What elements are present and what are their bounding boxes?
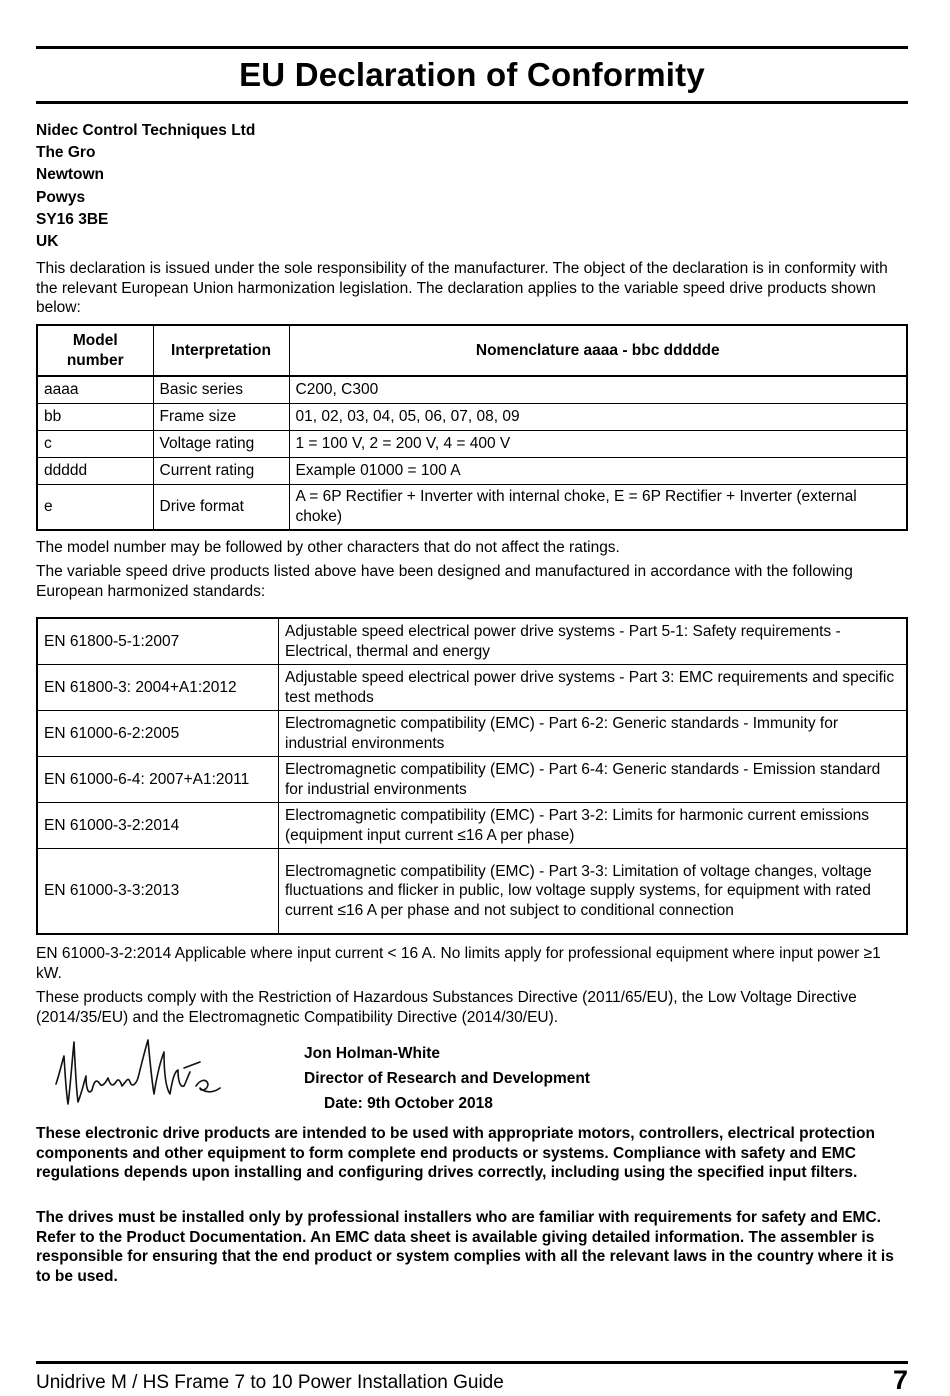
address-line: The Gro — [36, 144, 96, 162]
footer-title: Unidrive M / HS Frame 7 to 10 Power Installation Guide — [36, 1372, 504, 1393]
table-row — [37, 803, 907, 849]
standard-code: EN 61000-6-2:2005 — [37, 711, 279, 757]
harmonic-note: EN 61000-3-2:2014 Applicable where input current < 16 A. No limits apply for professional equipment where input power ≥1 kW. — [36, 945, 881, 982]
signature-image — [50, 1032, 230, 1112]
page-number: 7 — [892, 1365, 908, 1395]
signature-date: Date: 9th October 2018 — [324, 1095, 493, 1112]
table-row — [37, 458, 907, 485]
table-header-row — [37, 325, 907, 376]
column-header: Nomenclature aaaa - bbc ddddde — [289, 325, 907, 376]
signatory-name: Jon Holman-White — [304, 1045, 441, 1062]
table-cell: A = 6P Rectifier + Inverter with internal choke, E = 6P Rectifier + Inverter (external choke) — [289, 485, 907, 531]
address-line: Nidec Control Techniques Ltd — [36, 122, 256, 139]
standard-title: Electromagnetic compatibility (EMC) - Part 3-2: Limits for harmonic current emissions (equipment input current ≤16 A per phase) — [279, 803, 908, 849]
table-cell: e — [37, 485, 153, 531]
page-title: EU Declaration of Conformity — [239, 56, 705, 93]
signatory-role: Director of Research and Development — [304, 1070, 590, 1087]
table-row — [37, 757, 907, 803]
model-number-table — [36, 324, 908, 531]
table-cell: Drive format — [153, 485, 289, 531]
footer-divider — [36, 1361, 908, 1364]
standard-title: Adjustable speed electrical power drive systems - Part 5-1: Safety requirements - Electrical, thermal and energy — [279, 618, 908, 665]
signatory-block — [304, 1041, 590, 1116]
standard-title: Adjustable speed electrical power drive systems - Part 3: EMC requirements and specific test methods — [279, 665, 908, 711]
table-cell: Basic series — [153, 376, 289, 404]
address-line: UK — [36, 233, 59, 251]
table-row — [37, 485, 907, 531]
table-row — [37, 431, 907, 458]
table-cell: Current rating — [153, 458, 289, 485]
table-row — [37, 404, 907, 431]
standard-title: Electromagnetic compatibility (EMC) - Part 6-4: Generic standards - Emission standard for industrial environments — [279, 757, 908, 803]
column-header: Model number — [37, 325, 153, 376]
table-cell: Voltage rating — [153, 431, 289, 458]
address-line: SY16 3BE — [36, 210, 109, 228]
standard-code: EN 61800-3: 2004+A1:2012 — [37, 665, 279, 711]
table-cell: Frame size — [153, 404, 289, 431]
standard-title: Electromagnetic compatibility (EMC) - Part 6-2: Generic standards - Immunity for industrial environments — [279, 711, 908, 757]
warning-paragraph: The drives must be installed only by professional installers who are familiar with requirements for safety and EMC. Refer to the Product Documentation. An EMC data sheet is available giving detailed information. The assembler is responsible for ensuring that the end product or system complies with all the relevant laws in the country where it is to be used. — [36, 1209, 894, 1285]
table-cell: c — [37, 431, 153, 458]
manufacturer-address — [36, 120, 255, 253]
warning-paragraph: These electronic drive products are intended to be used with appropriate motors, controllers, electrical protection components and other equipment to form complete end products or systems. Compliance with safety and EMC regulations depends upon installing and configuring drives correctly, including using the specified input filters. — [36, 1125, 875, 1182]
table-row — [37, 665, 907, 711]
table-cell: Example 01000 = 100 A — [289, 458, 907, 485]
table-row — [37, 618, 907, 665]
standards-intro: The variable speed drive products listed above have been designed and manufactured in accordance with the following European harmonized standards: — [36, 563, 853, 600]
table-cell: 1 = 100 V, 2 = 200 V, 4 = 400 V — [289, 431, 907, 458]
table-row — [37, 849, 907, 935]
standard-code: EN 61000-6-4: 2007+A1:2011 — [37, 757, 279, 803]
directives-note: These products comply with the Restriction of Hazardous Substances Directive (2011/65/EU), the Low Voltage Directive (2014/35/EU) and the Electromagnetic Compatibility Directive (2014/30/EU). — [36, 989, 857, 1026]
table-cell: bb — [37, 404, 153, 431]
standard-title: Electromagnetic compatibility (EMC) - Part 3-3: Limitation of voltage changes, voltage fluctuations and flicker in public, low voltage supply systems, for equipment with rated current ≤16 A per phase and not subject to conditional connection — [279, 849, 908, 935]
standard-code: EN 61000-3-3:2013 — [37, 849, 279, 935]
standards-table — [36, 617, 908, 935]
model-note: The model number may be followed by other characters that do not affect the ratings. — [36, 539, 620, 556]
table-row — [37, 376, 907, 404]
standard-code: EN 61800-5-1:2007 — [37, 618, 279, 665]
intro-paragraph: This declaration is issued under the sole responsibility of the manufacturer. The object of the declaration is in conformity with the relevant European Union harmonization legislation. The declaration applies to the variable speed drive products shown below: — [36, 260, 888, 317]
table-cell: C200, C300 — [289, 376, 907, 404]
table-row — [37, 711, 907, 757]
title-bar — [36, 46, 908, 104]
table-cell: 01, 02, 03, 04, 05, 06, 07, 08, 09 — [289, 404, 907, 431]
column-header: Interpretation — [153, 325, 289, 376]
address-line: Newtown — [36, 166, 105, 184]
address-line: Powys — [36, 188, 86, 206]
table-cell: ddddd — [37, 458, 153, 485]
standard-code: EN 61000-3-2:2014 — [37, 803, 279, 849]
table-cell: aaaa — [37, 376, 153, 404]
